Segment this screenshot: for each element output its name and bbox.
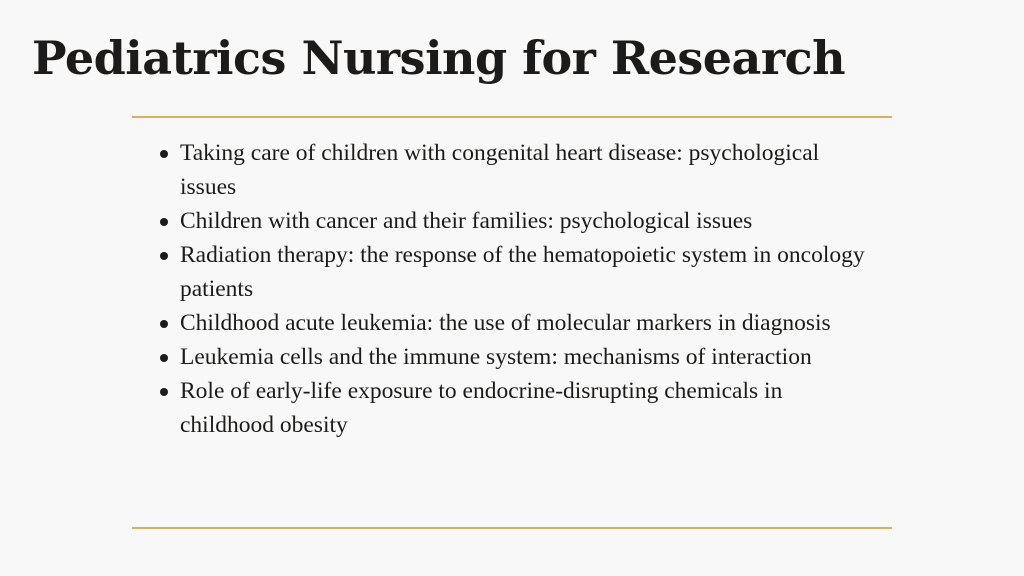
bullet-item — [158, 204, 876, 238]
bullet-text: Childhood acute leukemia: the use of molecular markers in diagnosis — [180, 310, 831, 336]
bullet-dot-icon — [160, 388, 168, 396]
bullet-item — [158, 306, 876, 340]
bullet-dot-icon — [160, 354, 168, 362]
bullet-item — [158, 374, 876, 442]
bottom-divider — [132, 527, 892, 529]
bullet-text: Children with cancer and their families: psychological issues — [180, 208, 753, 234]
bullet-text: Radiation therapy: the response of the hematopoietic system in oncology patients — [180, 242, 865, 302]
bullet-dot-icon — [160, 218, 168, 226]
top-divider — [132, 116, 892, 118]
bullet-item — [158, 238, 876, 306]
bullet-item — [158, 136, 876, 204]
bullet-dot-icon — [160, 150, 168, 158]
bullet-dot-icon — [160, 320, 168, 328]
bullet-text: Leukemia cells and the immune system: mechanisms of interaction — [180, 344, 812, 370]
bullet-item — [158, 340, 876, 374]
bullet-text: Taking care of children with congenital heart disease: psychological issues — [180, 140, 820, 200]
bullet-list — [158, 136, 876, 442]
slide-title: Pediatrics Nursing for Research — [32, 31, 846, 85]
bullet-text: Role of early-life exposure to endocrine-disrupting chemicals in childhood obesity — [180, 378, 783, 438]
bullet-dot-icon — [160, 252, 168, 260]
